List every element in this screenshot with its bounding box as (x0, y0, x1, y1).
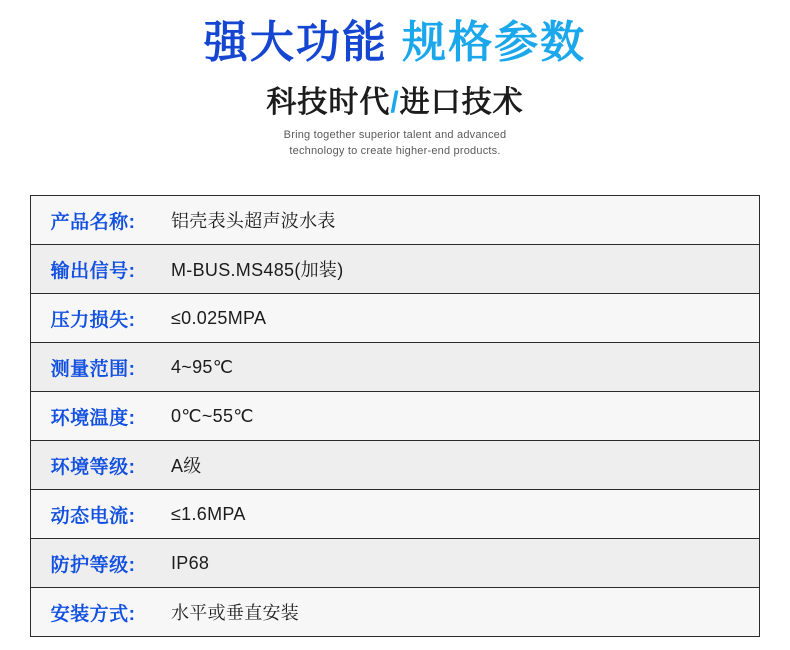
title-primary: 强大功能 (203, 18, 388, 67)
spec-label: 输出信号: (31, 245, 156, 294)
spec-label: 环境等级: (31, 441, 156, 490)
spec-label: 动态电流: (31, 490, 156, 539)
title-secondary: 规格参数 (402, 18, 587, 67)
spec-value: M-BUS.MS485(加装) (155, 245, 760, 294)
page-header (0, 0, 790, 159)
spec-value: 0℃~55℃ (155, 392, 760, 441)
page-subtitle (0, 77, 790, 121)
spec-value: ≤0.025MPA (155, 294, 760, 343)
table-row (31, 441, 760, 490)
spec-label: 防护等级: (31, 539, 156, 588)
spec-table-body (31, 196, 760, 637)
english-tagline (0, 128, 790, 160)
spec-value: A级 (155, 441, 760, 490)
spec-table (30, 195, 760, 637)
spec-label: 安装方式: (31, 588, 156, 637)
spec-label: 测量范围: (31, 343, 156, 392)
spec-value: 水平或垂直安装 (155, 588, 760, 637)
table-row (31, 490, 760, 539)
subtitle-separator: / (390, 85, 400, 119)
subtitle-right: 进口技术 (399, 85, 524, 119)
spec-value: IP68 (155, 539, 760, 588)
spec-label: 压力损失: (31, 294, 156, 343)
spec-label: 产品名称: (31, 196, 156, 245)
table-row (31, 539, 760, 588)
subtitle-left: 科技时代 (266, 85, 391, 119)
spec-value: 铝壳表头超声波水表 (155, 196, 760, 245)
english-tagline-line2: technology to create higher-end products. (289, 144, 501, 157)
table-row (31, 196, 760, 245)
table-row (31, 392, 760, 441)
spec-value: 4~95℃ (155, 343, 760, 392)
table-row (31, 245, 760, 294)
spec-value: ≤1.6MPA (155, 490, 760, 539)
english-tagline-line1: Bring together superior talent and advanced (283, 128, 507, 141)
table-row (31, 294, 760, 343)
page-title (0, 18, 790, 69)
table-row (31, 343, 760, 392)
table-row (31, 588, 760, 637)
spec-label: 环境温度: (31, 392, 156, 441)
